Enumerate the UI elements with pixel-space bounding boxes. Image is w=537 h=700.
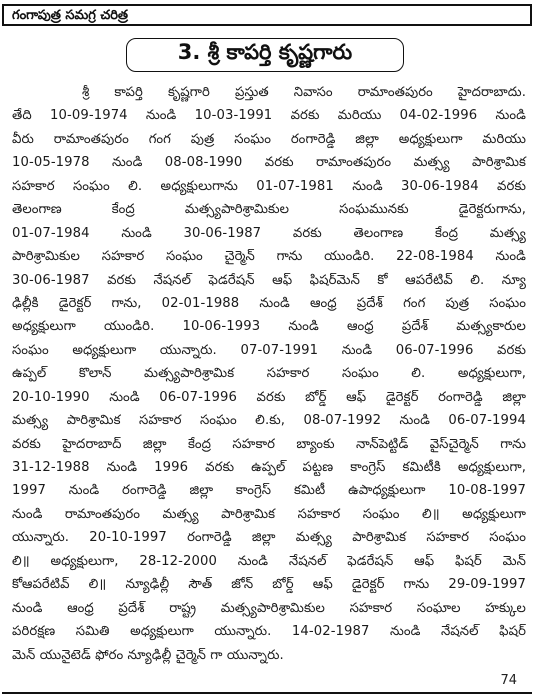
body-line: సహకార సంఘం లి. అధ్యక్షులుగాను 01-07-1981 నుండి 30-06-1984 వరకు: [12, 178, 526, 194]
body-line: వరకు హైదరాబాద్ జిల్లా కేంద్ర సహకార బ్యాంకు నాన్‌పెట్టిడ్ వైస్‌చైర్మెన్ గాను: [12, 436, 526, 452]
body-line: నుండి రామాంతపురం మత్స్య పారిశ్రామిక సహకార సంఘం లి॥ అధ్యక్షులుగా: [12, 506, 526, 522]
body-line: ఢిల్లీకి డైరెక్టర్ గాను, 02-01-1988 నుండి ఆంధ్ర ప్రదేశ్ గంగ పుత్ర సంఘం: [12, 295, 526, 311]
body-line: యున్నారు. 20-10-1997 రంగారెడ్డి జిల్లా మత్స్య పారిశ్రామిక సహకార సంఘం: [12, 530, 526, 546]
body-paragraph: [12, 81, 526, 667]
footer-rule: [2, 692, 532, 694]
body-line: లి॥ అధ్యక్షులుగా, 28-12-2000 నుండి నేషనల్ ఫెడరేషన్ ఆఫ్ ఫిషర్ మెన్: [12, 553, 526, 569]
body-line: వీరు రామాంతపురం గంగ పుత్ర సంఘం రంగారెడ్డి జిల్లా అధ్యక్షులుగా మరియు: [12, 131, 526, 147]
body-line: పరిరక్షణ సమితి అధ్యక్షులుగా యున్నారు. 14-02-1987 నుండి నేషనల్ ఫిషర్: [12, 624, 526, 640]
running-title: గంగాపుత్ర సమగ్ర చరిత్ర: [12, 8, 129, 23]
body-line: 31-12-1988 నుండి 1996 వరకు ఉప్పల్ పట్టణ కాంగ్రెస్ కమిటీకి అధ్యక్షులుగా,: [12, 460, 526, 475]
body-line: పారిశ్రామికుల సహకార సంఘం చైర్మెన్ గాను యుండిరి. 22-08-1984 నుండి: [12, 249, 526, 265]
section-title-box: [126, 38, 404, 72]
body-line: శ్రీ కాపర్తి కృష్ణగారి ప్రస్తుత నివాసం రామాంతపురం హైదరాబాదు.: [82, 85, 526, 100]
body-line: మెన్ యునైటెడ్ ఫోరం న్యూఢిల్లీ చైర్మెన్ గా యున్నారు.: [12, 647, 284, 663]
body-line: 30-06-1987 వరకు నేషనల్ ఫెడరేషన్ ఆఫ్ ఫిషర్‌మెన్ కో ఆపరేటివ్ లి. న్యూ: [12, 272, 526, 288]
body-line: నుండి ఆంధ్ర ప్రదేశ్ రాష్ట్ర మత్స్యపారిశ్రామికుల సహకార సంఘాల హక్కుల: [12, 600, 526, 616]
body-line: మత్స్య పారిశ్రామిక సహకార సంఘం లి.కు, 08-07-1992 నుండి 06-07-1994: [12, 413, 526, 429]
section-title: 3. శ్రీ కాపర్తి కృష్ణగారు: [177, 40, 353, 64]
body-line: కోఆపరేటివ్ లి॥ న్యూఢిల్లీ సౌత్ జోన్ బోర్డ్ ఆఫ్ డైరెక్టర్ గాను 29-09-1997: [12, 577, 526, 593]
body-line: 01-07-1984 నుండి 30-06-1987 వరకు తెలంగాణ కేంద్ర మత్స్య: [12, 225, 526, 241]
body-line: 20-10-1990 నుండి 06-07-1996 వరకు బోర్డ్ ఆఫ్ డైరెక్టర్ రంగారెడ్డి జిల్లా: [12, 389, 526, 405]
body-line: 10-05-1978 నుండి 08-08-1990 వరకు రామాంతపురం మత్స్య పారిశ్రామిక: [12, 155, 526, 171]
body-line: సంఘం అధ్యక్షులుగా యున్నారు. 07-07-1991 నుండి 06-07-1996 వరకు: [12, 342, 526, 358]
body-line: తెలంగాణ కేంద్ర మత్స్యపారిశ్రామికుల సంఘమునకు డైరెక్టరుగాను,: [12, 202, 526, 218]
body-line: 1997 నుండి రంగారెడ్డి జిల్లా కాంగ్రెస్ కమిటీ ఉపాధ్యక్షులుగా 10-08-1997: [12, 483, 526, 499]
running-header: [2, 4, 532, 26]
body-line: అధ్యక్షులుగా యుండిరి. 10-06-1993 నుండి ఆంధ్ర ప్రదేశ్ మత్స్యకారుల: [12, 319, 526, 335]
body-line: తేది 10-09-1974 నుండి 10-03-1991 వరకు మరియు 04-02-1996 నుండి: [12, 108, 526, 124]
page-number: 74: [500, 673, 517, 688]
body-line: ఉప్పల్ కొలాన్ మత్స్యపారిశ్రామిక సహకార సంఘం లి. అధ్యక్షులుగా,: [12, 366, 526, 382]
